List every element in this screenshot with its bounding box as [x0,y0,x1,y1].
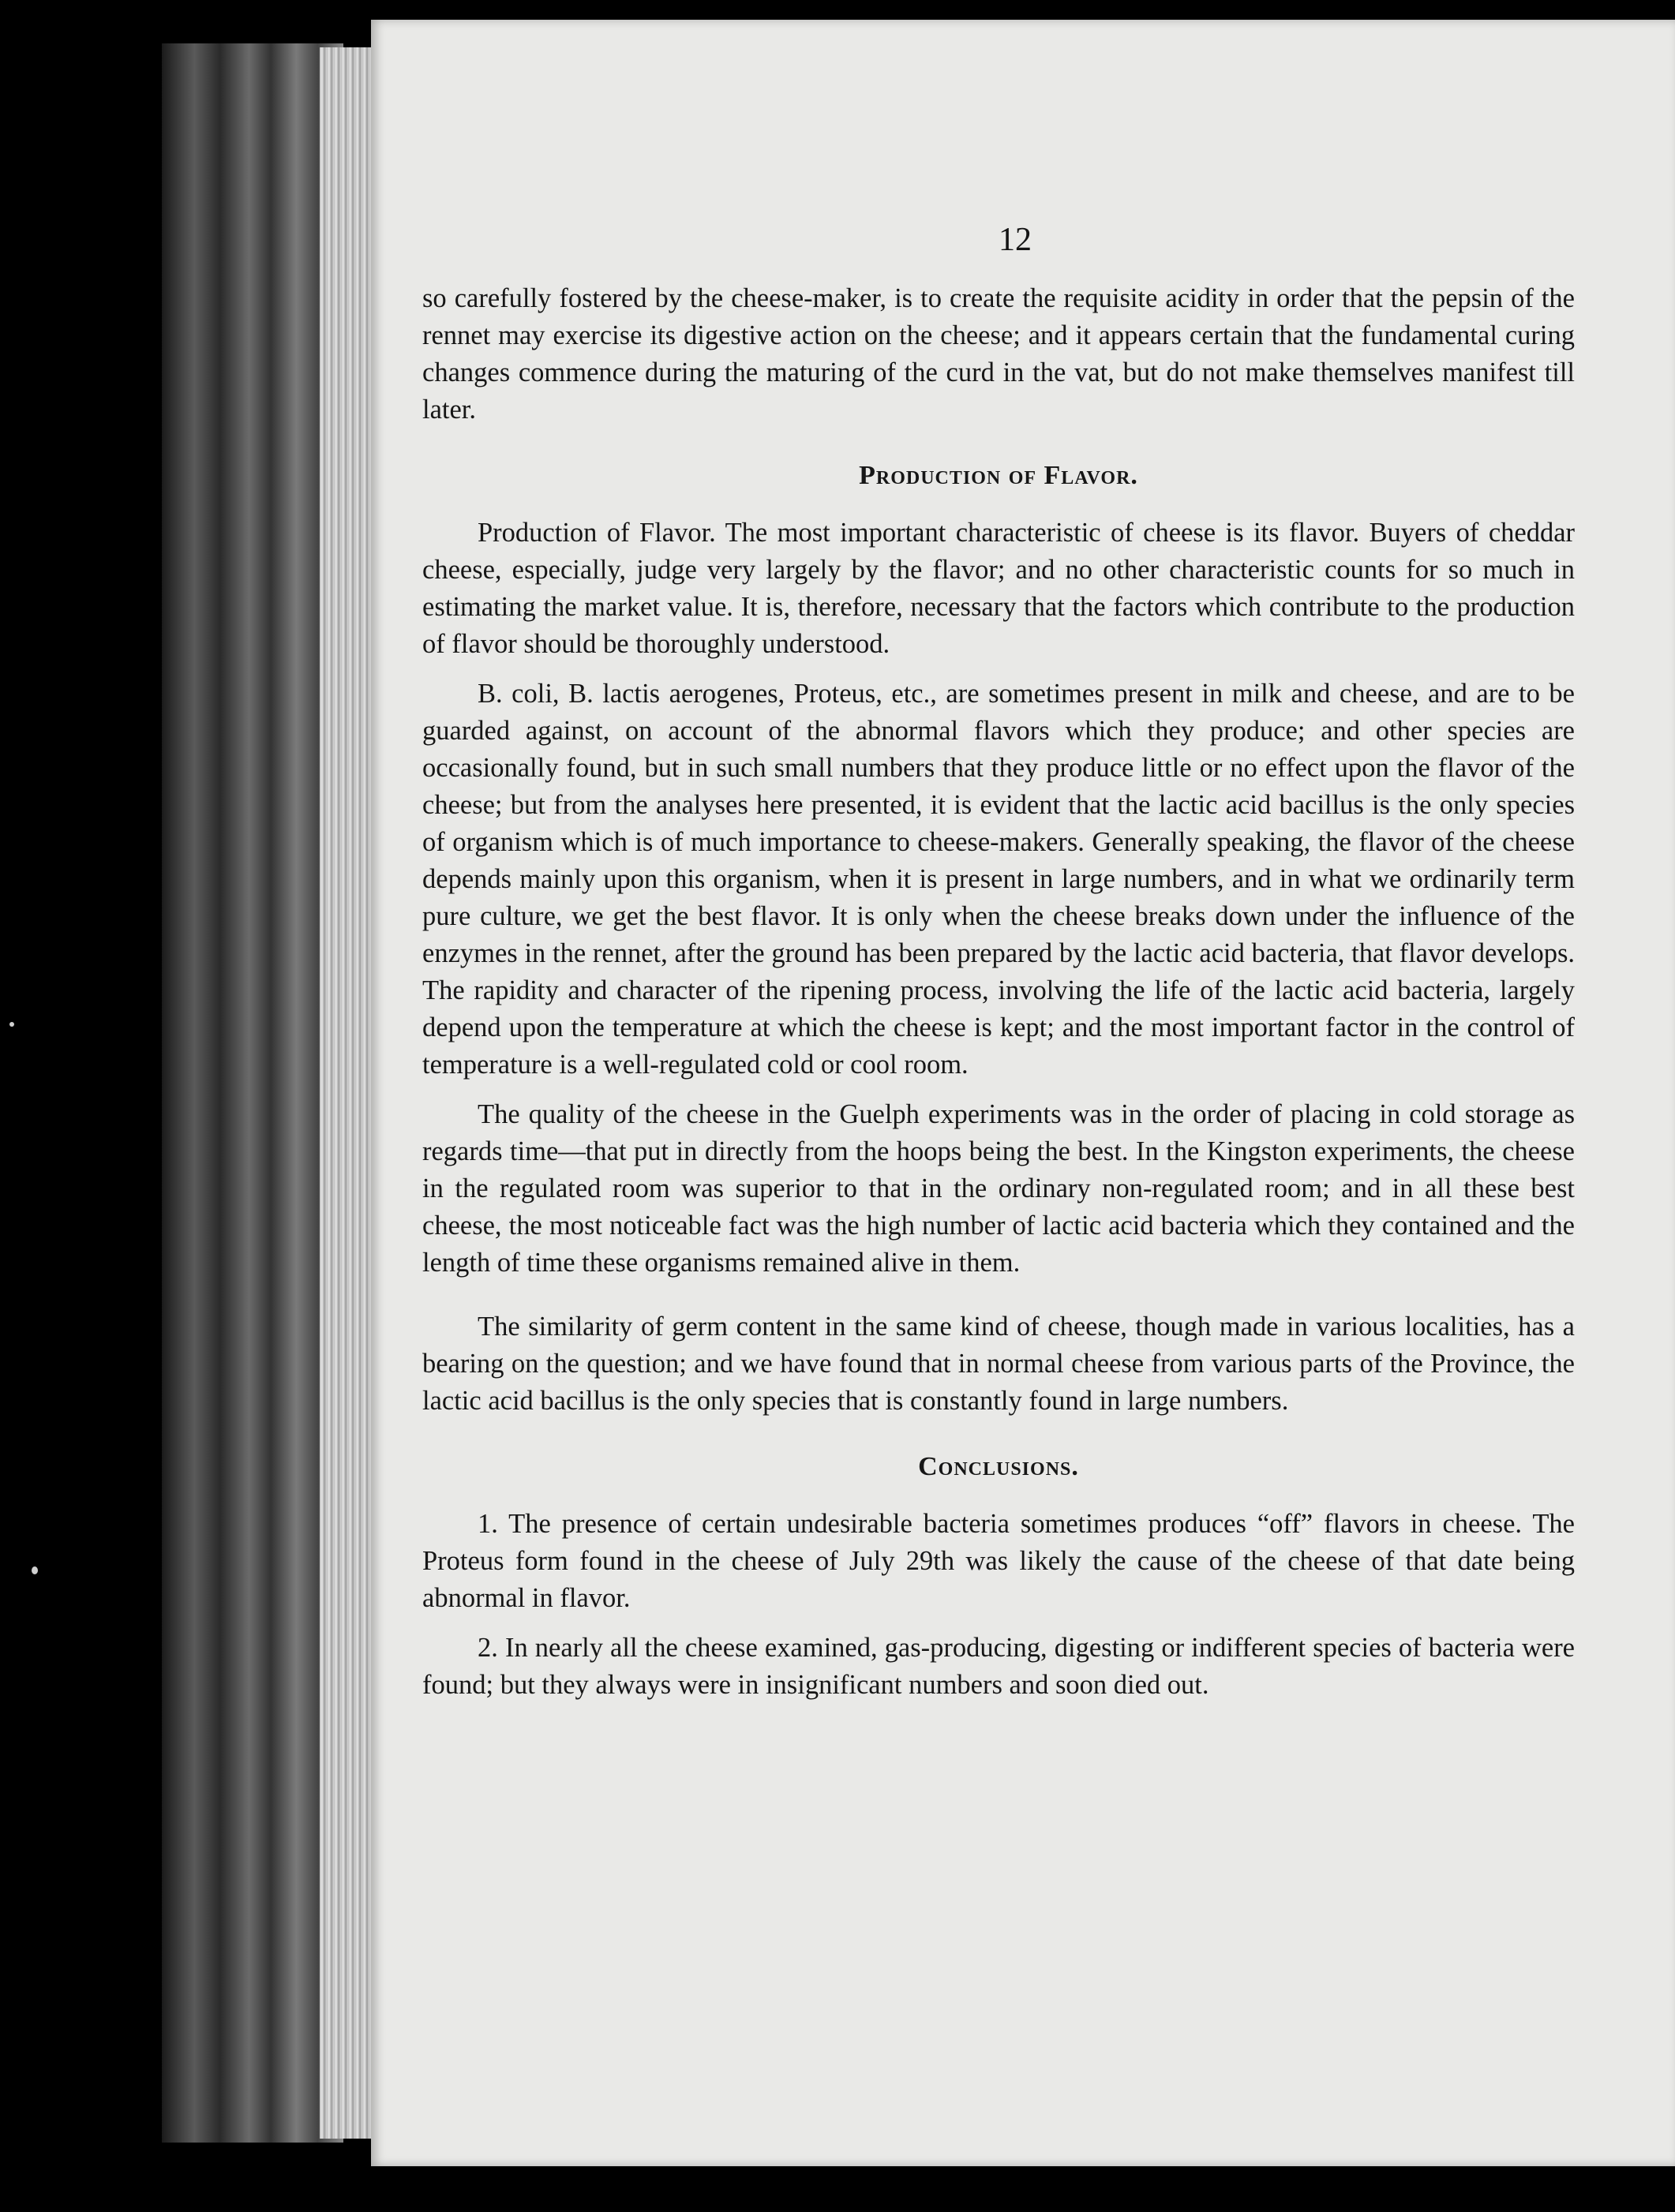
section-heading-conclusions: Conclusions. [918,1452,1079,1481]
page-number: 12 [999,222,1032,258]
book-spine [162,43,343,2143]
conclusion-item-1: 1. The presence of certain undesirable bacteria sometimes produces “off” flavors in cheese. The Proteus form found in the cheese of July 29th was likely the cause of the cheese of that date being abnormal in flavor. [422,1509,1575,1613]
paragraph-bacteria-species: B. coli, B. lactis aerogenes, Proteus, etc., are sometimes present in milk and cheese, and are to be guarded against, on account of the abnormal flavors which they produce; and other species are occasionally found, but in such small numbers that they produce little or no effect upon the flavor of the cheese; but from the analyses here presented, it is evident that the lactic acid bacillus is the only species of organism which is of much importance to cheese-makers. Generally speaking, the flavor of the cheese depends mainly upon this organism, when it is present in large numbers, and in what we ordinarily term pure culture, we get the best flavor. It is only when the cheese breaks down under the influence of the enzymes in the rennet, after the ground has been prepared by the lactic acid bacteria, that flavor develops. The rapidity and character of the ripening process, involving the life of the lactic acid bacteria, largely depend upon the temperature at which the cheese is kept; and the most important factor in the control of temperature is a well-regulated cold or cool room. [422,679,1575,1080]
paragraph-guelph-kingston: The quality of the cheese in the Guelph experiments was in the order of placing in cold storage as regards time—that put in directly from the hoops being the best. In the Kingston experiments, the cheese in the regulated room was superior to that in the ordinary non-regulated room; and in all these best cheese, the most noticeable fact was the high number of lactic acid bacteria which they contained and the length of time these organisms remained alive in them. [422,1099,1575,1278]
page-body [422,280,1575,1716]
paragraph-flavor-importance: Production of Flavor. The most important characteristic of cheese is its flavor. Buyers of cheddar cheese, especially, judge very largely by the flavor; and no other characteristic counts for so much in estimating the market value. It is, therefore, necessary that the factors which contribute to the production of flavor should be thoroughly understood. [422,518,1575,659]
dust-speck [9,1022,14,1027]
page-edges [320,47,375,2139]
paragraph-germ-content: The similarity of germ content in the same kind of cheese, though made in various localities, has a bearing on the question; and we have found that in normal cheese from various parts of the Province, the lactic acid bacillus is the only species that is constantly found in large numbers. [422,1312,1575,1416]
section-heading-production-of-flavor: Production of Flavor. [859,461,1138,490]
paragraph-continued: so carefully fostered by the cheese-maker, is to create the requisite acidity in order that the pepsin of the rennet may exercise its digestive action on the cheese; and it appears certain that the fundamental curing changes commence during the maturing of the curd in the vat, but do not make themselves manifest till later. [422,283,1575,425]
conclusion-item-2: 2. In nearly all the cheese examined, gas-producing, digesting or indifferent species of bacteria were found; but they always were in insignificant numbers and soon died out. [422,1633,1575,1700]
dust-speck [32,1566,38,1574]
